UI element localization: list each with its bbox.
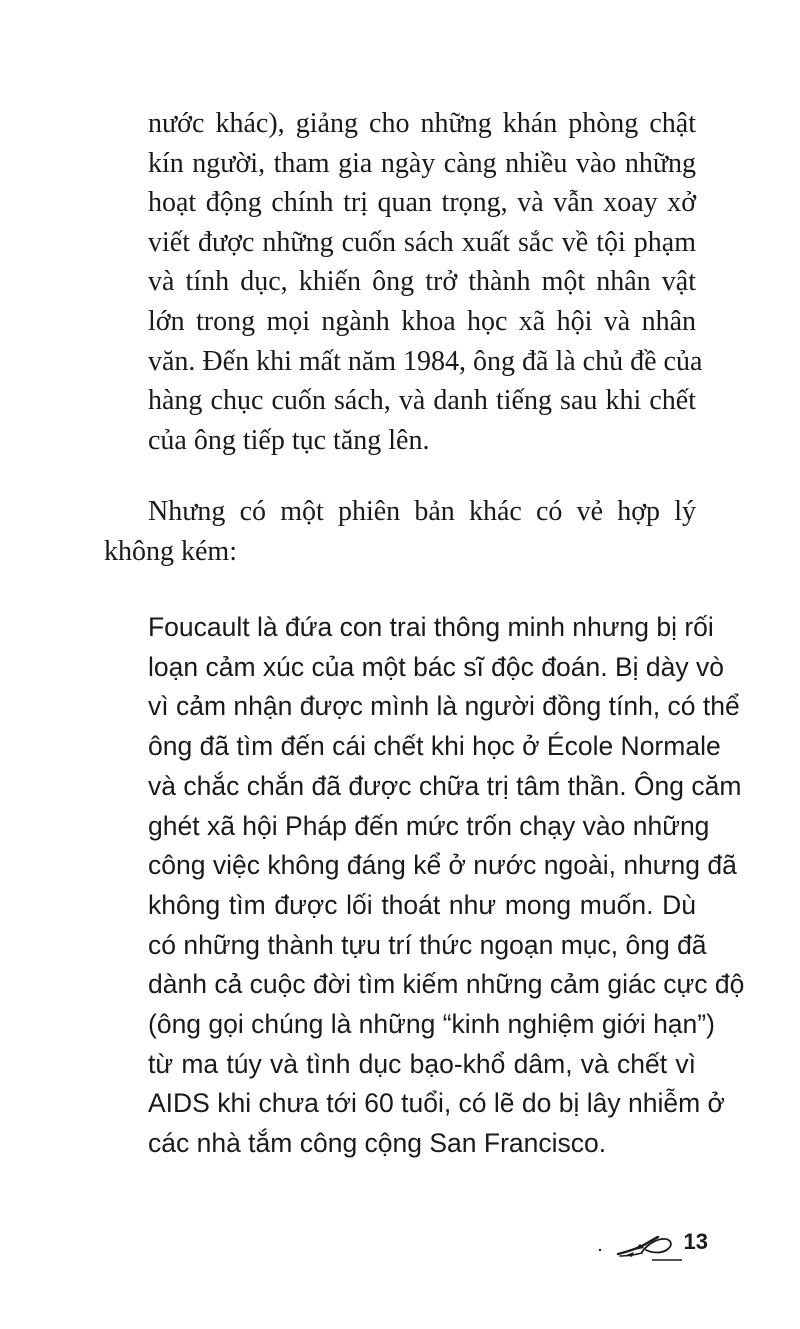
text-line: (ông gọi chúng là những “kinh nghiệm giới hạn”) bbox=[148, 1009, 715, 1040]
text-line: ghét xã hội Pháp đến mức trốn chạy vào những bbox=[148, 810, 710, 841]
text-line: và tính dục, khiến ông trở thành một nhân vật bbox=[148, 266, 696, 298]
text-line: hoạt động chính trị quan trọng, và vẫn xoay xở bbox=[148, 187, 696, 219]
text-line: nước khác), giảng cho những khán phòng chật bbox=[148, 108, 696, 139]
text-line: Foucault là đứa con trai thông minh nhưng bị rối bbox=[148, 612, 714, 642]
text-line: và chắc chắn đã được chữa trị tâm thần. Ông căm bbox=[148, 770, 742, 801]
page-footer bbox=[596, 1222, 708, 1262]
text-line: ông đã tìm đến cái chết khi học ở École Normale bbox=[148, 731, 721, 762]
text-line: AIDS khi chưa tới 60 tuổi, có lẽ do bị lây nhiễm ở bbox=[148, 1088, 725, 1119]
text-line: công việc không đáng kể ở nước ngoài, nhưng đã bbox=[148, 850, 737, 881]
text-line: loạn cảm xúc của một bác sĩ độc đoán. Bị dày vò bbox=[148, 651, 724, 682]
paragraph-1 bbox=[148, 104, 703, 460]
block-quote bbox=[148, 608, 745, 1164]
text-line: văn. Đến khi mất năm 1984, ông đã là chủ đề của bbox=[148, 345, 703, 377]
paragraph-2 bbox=[104, 492, 696, 571]
text-line: lớn trong mọi ngành khoa học xã hội và nhân bbox=[148, 305, 696, 337]
pen-flourish-icon bbox=[596, 1228, 682, 1262]
text-line: dành cả cuộc đời tìm kiếm những cảm giác cực độ bbox=[148, 969, 745, 1000]
text-line: Nhưng có một phiên bản khác có vẻ hợp lý bbox=[148, 496, 696, 527]
text-line: hàng chục cuốn sách, và danh tiếng sau khi chết bbox=[148, 385, 696, 417]
text-line: không kém: bbox=[104, 535, 237, 567]
text-line: của ông tiếp tục tăng lên. bbox=[148, 424, 430, 456]
text-line: viết được những cuốn sách xuất sắc về tội phạm bbox=[148, 226, 696, 258]
text-line: vì cảm nhận được mình là người đồng tính, có thể bbox=[148, 691, 740, 722]
text-line: từ ma túy và tình dục bạo-khổ dâm, và chết vì bbox=[148, 1048, 696, 1079]
text-line: kín người, tham gia ngày càng nhiều vào những bbox=[148, 147, 696, 179]
text-line: có những thành tựu trí thức ngoạn mục, ông đã bbox=[148, 929, 707, 960]
text-line: các nhà tắm công cộng San Francisco. bbox=[148, 1128, 607, 1159]
page-number: 13 bbox=[683, 1229, 708, 1254]
text-line: không tìm được lối thoát như mong muốn. Dù bbox=[148, 889, 696, 920]
